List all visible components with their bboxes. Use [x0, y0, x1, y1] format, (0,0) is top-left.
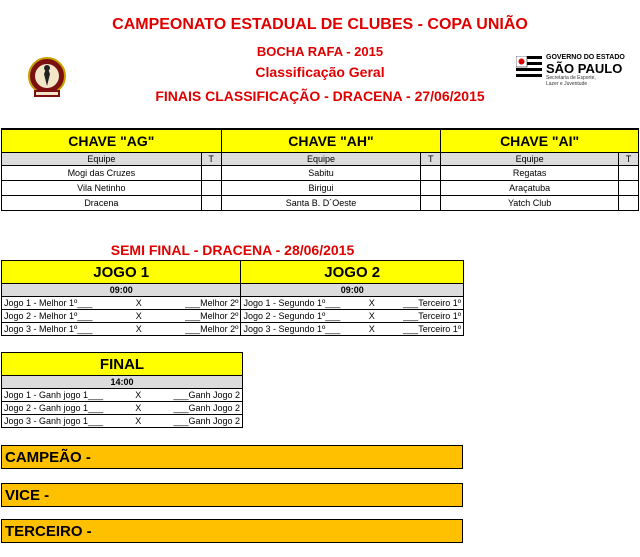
- match-right: ___Ganh Jogo 2: [173, 390, 240, 400]
- table-row: [2, 166, 639, 181]
- table-row: [2, 297, 464, 310]
- jogo1-time: 09:00: [2, 284, 241, 297]
- vice-bar: VICE -: [1, 483, 463, 507]
- classification-label: Classificação Geral: [255, 64, 385, 80]
- chave-ag-header: CHAVE "AG": [2, 129, 222, 153]
- final-header: FINAL: [2, 353, 243, 376]
- final-time: 14:00: [2, 376, 243, 389]
- t-cell: [619, 166, 639, 181]
- jogo1-header: JOGO 1: [2, 261, 241, 284]
- table-row: [2, 415, 243, 428]
- sp-logo-line2: SÃO PAULO: [546, 61, 623, 76]
- col-equipe: Equipe: [2, 153, 202, 166]
- t-cell: [619, 181, 639, 196]
- page-title: CAMPEONATO ESTADUAL DE CLUBES - COPA UNIÃO: [112, 16, 528, 33]
- sp-flag-icon: [516, 56, 542, 80]
- match-x: X: [368, 298, 375, 308]
- campeao-bar: CAMPEÃO -: [1, 445, 463, 469]
- table-row: [2, 389, 243, 402]
- match-x: X: [368, 324, 375, 334]
- match-x: X: [368, 311, 375, 321]
- sp-logo-line3: Secretaria de Esporte,: [546, 75, 596, 81]
- table-row: [2, 402, 243, 415]
- t-cell: [421, 181, 441, 196]
- team-cell: Birigui: [221, 181, 421, 196]
- table-row: [2, 323, 464, 336]
- team-cell: Vila Netinho: [2, 181, 202, 196]
- terceiro-bar: TERCEIRO -: [1, 519, 463, 543]
- col-t: T: [421, 153, 441, 166]
- match-x: X: [135, 324, 142, 334]
- match-x: X: [135, 298, 142, 308]
- team-cell: Dracena: [2, 196, 202, 211]
- table-row: [2, 181, 639, 196]
- t-cell: [201, 166, 221, 181]
- semi-final-table: [1, 260, 464, 336]
- match-x: X: [135, 390, 142, 400]
- match-right: ___Terceiro 1º: [403, 311, 461, 321]
- match-right: ___Melhor 2º: [185, 311, 239, 321]
- club-emblem-icon: [26, 56, 68, 100]
- final-table: [1, 352, 243, 428]
- match-left: Jogo 2 - Melhor 1º___: [4, 311, 93, 321]
- t-cell: [421, 166, 441, 181]
- match-left: Jogo 3 - Ganh jogo 1___: [4, 416, 104, 426]
- match-right: ___Terceiro 1º: [403, 298, 461, 308]
- jogo2-time: 09:00: [241, 284, 464, 297]
- team-cell: Santa B. D´Oeste: [221, 196, 421, 211]
- col-t: T: [201, 153, 221, 166]
- match-right: ___Terceiro 1º: [403, 324, 461, 334]
- match-left: Jogo 1 - Segundo 1º___: [243, 298, 341, 308]
- team-cell: Araçatuba: [441, 181, 619, 196]
- match-left: Jogo 1 - Ganh jogo 1___: [4, 390, 104, 400]
- match-x: X: [135, 403, 142, 413]
- t-cell: [201, 196, 221, 211]
- match-left: Jogo 2 - Segundo 1º___: [243, 311, 341, 321]
- team-cell: Mogi das Cruzes: [2, 166, 202, 181]
- sp-logo-line1: GOVERNO DO ESTADO: [546, 54, 625, 61]
- match-right: ___Melhor 2º: [185, 298, 239, 308]
- match-left: Jogo 1 - Melhor 1º___: [4, 298, 93, 308]
- page-subtitle: BOCHA RAFA - 2015: [256, 44, 384, 59]
- sp-logo-line4: Lazer e Juventude: [546, 81, 588, 87]
- match-right: ___Melhor 2º: [185, 324, 239, 334]
- sp-government-logo: [516, 54, 624, 94]
- semi-final-title: SEMI FINAL - DRACENA - 28/06/2015: [110, 242, 355, 258]
- match-right: ___Ganh Jogo 2: [173, 403, 240, 413]
- match-x: X: [135, 416, 142, 426]
- col-equipe: Equipe: [441, 153, 619, 166]
- match-left: Jogo 3 - Melhor 1º___: [4, 324, 93, 334]
- team-cell: Sabitu: [221, 166, 421, 181]
- match-right: ___Ganh Jogo 2: [173, 416, 240, 426]
- t-cell: [421, 196, 441, 211]
- chave-ah-header: CHAVE "AH": [221, 129, 441, 153]
- match-left: Jogo 3 - Segundo 1º___: [243, 324, 341, 334]
- finals-label: FINAIS CLASSIFICAÇÃO - DRACENA - 27/06/2015: [155, 88, 485, 104]
- match-left: Jogo 2 - Ganh jogo 1___: [4, 403, 104, 413]
- jogo2-header: JOGO 2: [241, 261, 464, 284]
- col-t: T: [619, 153, 639, 166]
- table-row: [2, 310, 464, 323]
- chaves-table: [1, 128, 639, 211]
- match-x: X: [135, 311, 142, 321]
- t-cell: [619, 196, 639, 211]
- table-row: [2, 196, 639, 211]
- t-cell: [201, 181, 221, 196]
- chave-ai-header: CHAVE "AI": [441, 129, 639, 153]
- team-cell: Yatch Club: [441, 196, 619, 211]
- team-cell: Regatas: [441, 166, 619, 181]
- col-equipe: Equipe: [221, 153, 421, 166]
